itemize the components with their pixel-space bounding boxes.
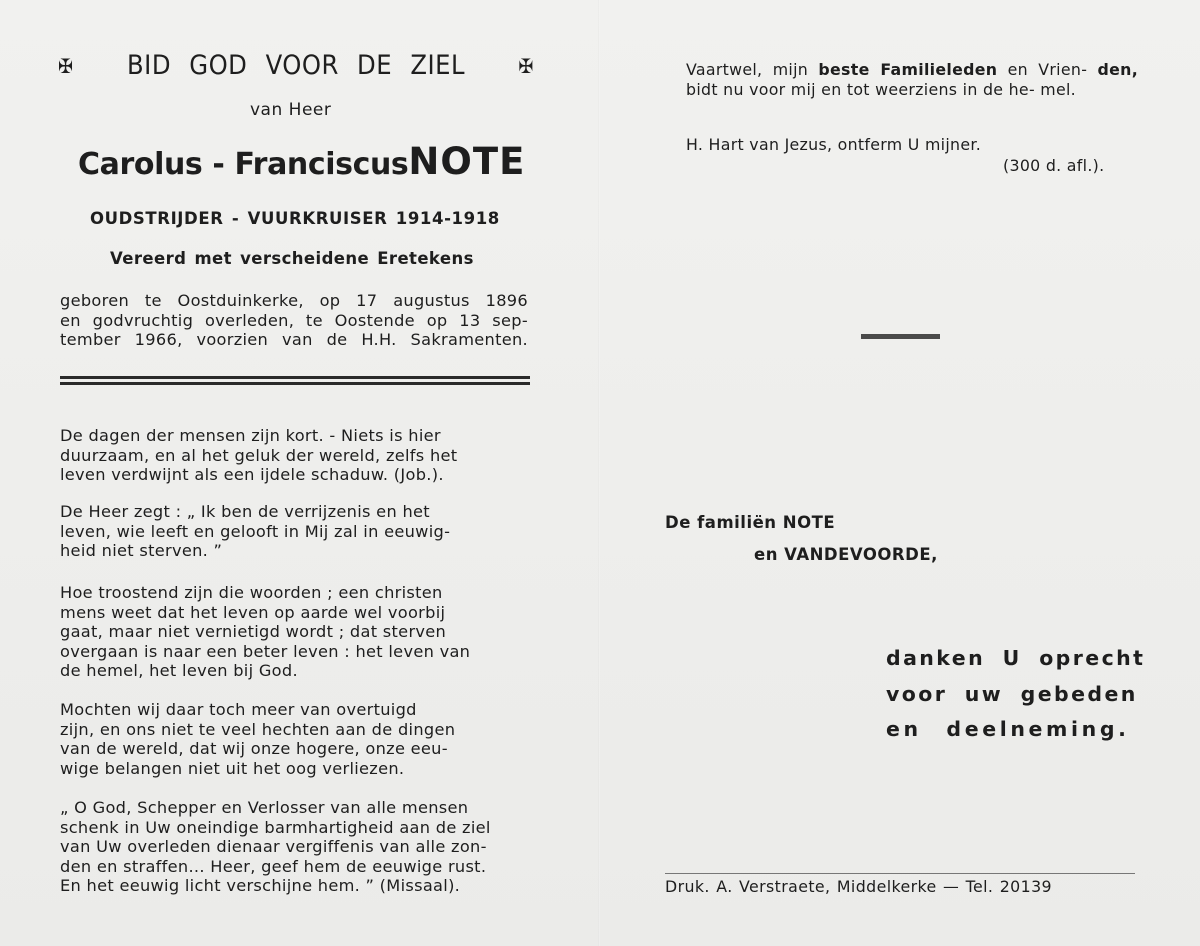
divider-line-bottom	[60, 382, 530, 385]
thanks-line-3: en deelneming.	[886, 717, 1130, 741]
double-divider	[60, 376, 530, 386]
verse-consolation	[60, 583, 528, 681]
families-line-2: en VANDEVOORDE,	[754, 545, 938, 564]
cross-icon-left: ✠	[58, 53, 74, 78]
verse-line: leven, wie leeft en gelooft in Mij zal in eeuwig-	[60, 521, 451, 541]
given-names: Carolus - Franciscus	[78, 147, 409, 182]
farewell-bold2: den,	[1097, 60, 1138, 79]
verse-job	[60, 426, 528, 485]
verse-line: de hemel, het leven bij God.	[60, 661, 298, 680]
bio-line: tember 1966, voorzien van de H.H. Sakramenten.	[60, 330, 528, 349]
cross-icon-right: ✠	[518, 53, 534, 78]
biography	[60, 291, 528, 350]
bio-line: en godvruchtig overleden, te Oostende op 13 sep-	[60, 310, 528, 330]
families-line-1: De familiën NOTE	[665, 513, 836, 532]
ornament-dash	[861, 334, 940, 339]
verse-line: Mochten wij daar toch meer van overtuigd	[60, 700, 417, 719]
thanks-line-1: danken U oprecht	[886, 646, 1146, 670]
van-heer: van Heer	[250, 100, 332, 120]
bio-line: geboren te Oostduinkerke, op 17 augustus 1896	[60, 291, 528, 310]
farewell-start: Vaartwel, mijn	[686, 60, 819, 79]
verse-line: leven verdwijnt als een ijdele schaduw. (Job.).	[60, 465, 444, 484]
verse-resurrection	[60, 502, 528, 561]
verse-line: De Heer zegt : „ Ik ben de verrijzenis en het	[60, 502, 430, 521]
thanks-line-2: voor uw gebeden	[886, 682, 1138, 706]
verse-line: van de wereld, dat wij onze hogere, onze eeu-	[60, 739, 448, 758]
verse-line: mens weet dat het leven op aarde wel voorbij	[60, 602, 446, 622]
indulgence-note: (300 d. afl.).	[1003, 156, 1105, 175]
printer-line: Druk. A. Verstraete, Middelkerke — Tel. 20139	[665, 877, 1052, 896]
farewell-mid: en Vrien-	[997, 60, 1088, 79]
verse-line: wige belangen niet uit het oog verliezen.	[60, 758, 405, 778]
verse-line: zijn, en ons niet te veel hechten aan de dingen	[60, 719, 456, 739]
farewell-text	[686, 60, 1138, 99]
verse-line: overgaan is naar een beter leven : het leven van	[60, 641, 471, 661]
card-fold	[598, 0, 600, 946]
divider-line-top	[60, 376, 530, 379]
heading-text: BID GOD VOOR DE ZIEL	[127, 50, 465, 81]
sacred-heart-prayer: H. Hart van Jezus, ontferm U mijner.	[686, 135, 982, 154]
printer-rule	[665, 873, 1135, 874]
honors-line: Vereerd met verscheidene Eretekens	[110, 249, 474, 268]
farewell-bold: beste Familieleden	[818, 60, 998, 79]
verse-line: De dagen der mensen zijn kort. - Niets is hier	[60, 426, 441, 445]
surname: NOTE	[408, 140, 526, 183]
verse-line: heid niet sterven. ”	[60, 541, 223, 560]
verse-conviction	[60, 700, 528, 778]
verse-line: schenk in Uw oneindige barmhartigheid aan de ziel	[60, 817, 491, 837]
farewell-end: bidt nu voor mij en tot weerziens in de he- mel.	[686, 79, 1076, 99]
deceased-name	[78, 140, 526, 183]
heading	[58, 50, 534, 81]
verse-line: gaat, maar niet vernietigd wordt ; dat sterven	[60, 622, 447, 641]
verse-line: Hoe troostend zijn die woorden ; een christen	[60, 583, 443, 602]
verse-line: duurzaam, en al het geluk der wereld, zelfs het	[60, 445, 458, 465]
verse-line: „ O God, Schepper en Verlosser van alle mensen	[60, 798, 469, 817]
verse-line: En het eeuwig licht verschijne hem. ” (Missaal).	[60, 876, 461, 895]
veteran-line: OUDSTRIJDER - VUURKRUISER 1914-1918	[90, 209, 500, 228]
verse-missal	[60, 798, 528, 896]
verse-line: van Uw overleden dienaar vergiffenis van alle zon-	[60, 837, 487, 856]
verse-line: den en straffen... Heer, geef hem de eeuwige rust.	[60, 856, 487, 876]
